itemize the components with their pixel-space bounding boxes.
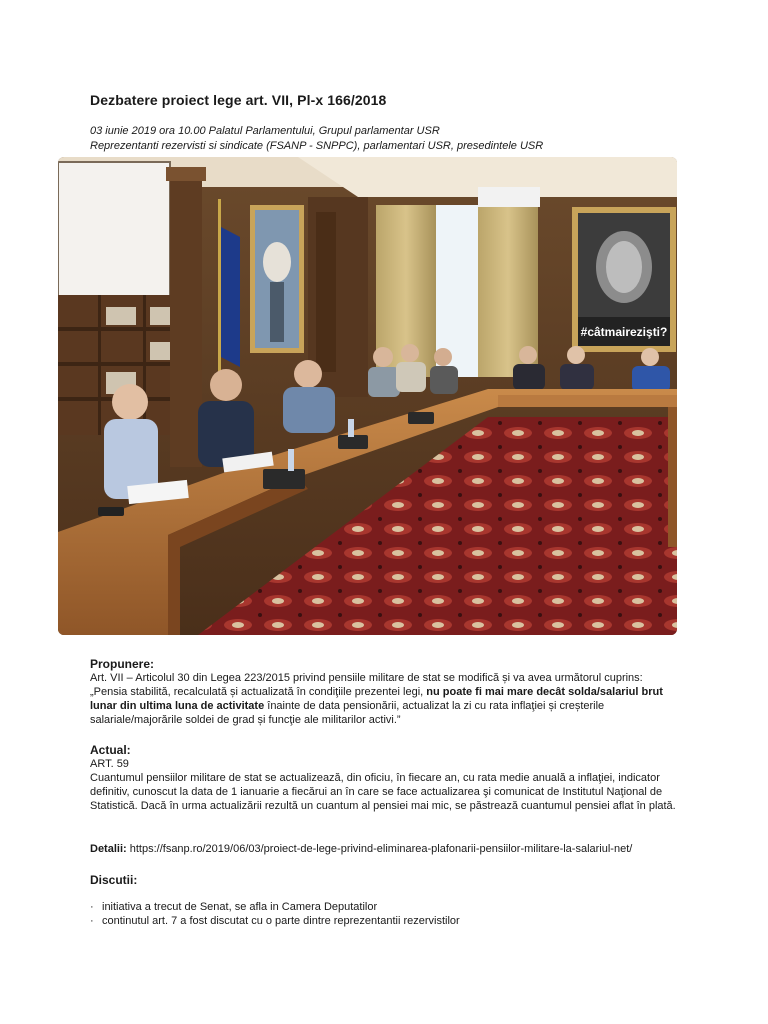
proposal-section <box>90 657 690 727</box>
discussion-heading: Discutii: <box>90 873 138 887</box>
current-article: ART. 59 <box>90 758 129 770</box>
meeting-photo <box>58 157 677 635</box>
proposal-quote <box>90 685 690 727</box>
meeting-meta <box>90 124 543 154</box>
current-section <box>90 743 690 813</box>
meeting-participants: Reprezentanti rezervisti si sindicate (FSANP - SNPPC), parlamentari USR, presedintele USR <box>90 140 544 152</box>
meeting-date-location: 03 iunie 2019 ora 10.00 Palatul Parlamentului, Grupul parlamentar USR <box>90 125 440 137</box>
proposal-heading: Propunere: <box>90 657 155 671</box>
proposal-quote-start: „Pensia stabilită, recalculată și actualizată în condiţiile prezentei legi, <box>90 686 427 698</box>
proposal-intro: Art. VII – Articolul 30 din Legea 223/2015 privind pensiile militare de stat se modifică și va avea următorul cuprins: <box>90 672 643 684</box>
current-heading: Actual: <box>90 743 131 757</box>
discussion-list <box>90 900 690 928</box>
poster-text: #câtmairezişti? <box>580 325 668 339</box>
list-item: · continutul art. 7 a fost discutat cu o parte dintre reprezentantii rezervistilor <box>90 914 690 928</box>
proposal-quote-end: înainte de data pensionării, actualizat la zi cu rata inflaţiei și creșterile salariale/majorările soldei de grad și funcţie ale militarilor activi.” <box>90 700 605 726</box>
details-section <box>90 842 690 856</box>
details-link[interactable]: https://fsanp.ro/2019/06/03/proiect-de-lege-privind-eliminarea-plafonarii-pensiilor-militare-la-salariul-net/ <box>126 843 633 855</box>
proposal-quote-bold: nu poate fi mai mare decât solda/salariul brut lunar din ultima luna de activitate <box>90 686 663 712</box>
list-item: · initiativa a trecut de Senat, se afla in Camera Deputatilor <box>90 900 690 914</box>
current-text: Cuantumul pensiilor militare de stat se actualizează, din oficiu, în fiecare an, cu rata medie anuală a inflaţiei, indicator definitiv, cunoscut la data de 1 ianuarie a fiecărui an în care se face actualizarea şi comunicat de Institutul Naţional de Statistică. Dacă în urma actualizării rezultă un cuantum al pensiei mai mic, se păstrează cuantumul pensiei aflat în plată. <box>90 772 676 812</box>
discussion-section <box>90 873 690 887</box>
document-title: Dezbatere proiect lege art. VII, Pl-x 166/2018 <box>90 92 387 108</box>
details-label: Detalii: <box>90 843 127 855</box>
